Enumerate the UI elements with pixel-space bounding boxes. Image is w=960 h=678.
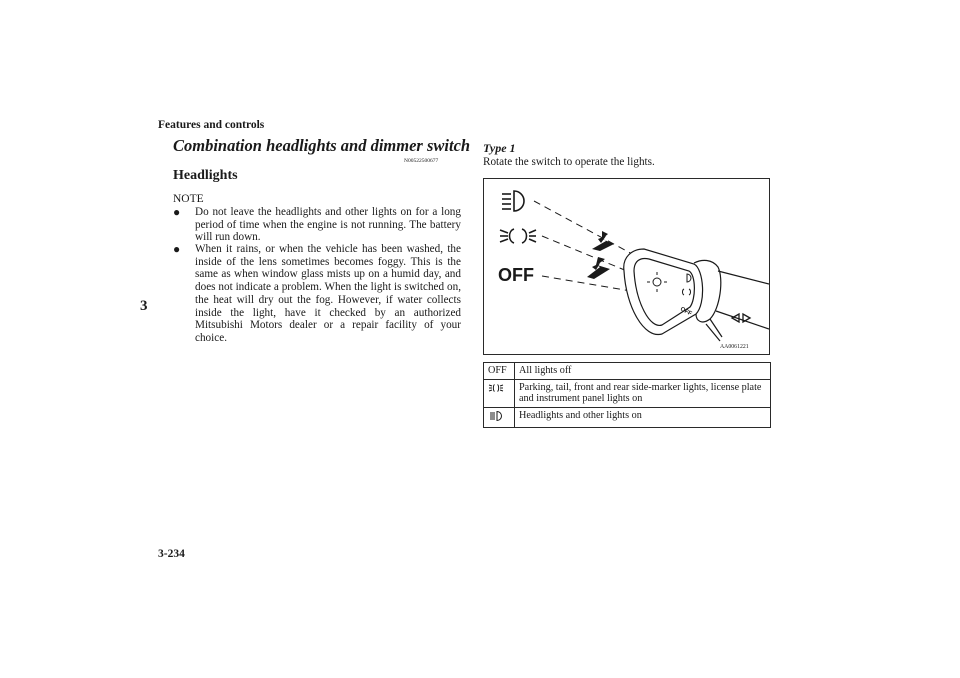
reference-code: N00522500677 bbox=[404, 158, 439, 164]
note-bullet bbox=[173, 206, 461, 244]
position-symbol bbox=[484, 407, 515, 428]
position-description: All lights off bbox=[515, 363, 771, 380]
note-bullet bbox=[173, 243, 461, 345]
position-symbol: OFF bbox=[484, 363, 515, 380]
note-label: NOTE bbox=[173, 193, 204, 205]
subheading: Headlights bbox=[173, 168, 238, 183]
headlight-icon bbox=[502, 191, 524, 211]
position-description: Headlights and other lights on bbox=[515, 407, 771, 428]
bullet-icon: ● bbox=[173, 242, 181, 256]
type-heading: Type 1 bbox=[483, 141, 516, 155]
bullet-text: Do not leave the headlights and other lights on for a long period of time when the engine is not running. The battery will run down. bbox=[195, 206, 461, 244]
table-row bbox=[484, 407, 771, 428]
table-row bbox=[484, 363, 771, 380]
off-label: OFF bbox=[498, 265, 534, 285]
table-row bbox=[484, 379, 771, 407]
chapter-tab: 3 bbox=[140, 298, 148, 314]
position-description: Parking, tail, front and rear side-marker lights, license plate and instrument panel lights on bbox=[515, 379, 771, 407]
switch-stalk bbox=[624, 249, 769, 341]
stalk-off-mark: OFF bbox=[679, 306, 693, 318]
page-number: 3-234 bbox=[158, 548, 185, 560]
position-guide-lines bbox=[534, 201, 636, 291]
page-title: Combination headlights and dimmer switch bbox=[173, 136, 471, 155]
stalk-drawing bbox=[484, 179, 769, 354]
switch-illustration bbox=[483, 178, 770, 355]
parking-light-icon bbox=[500, 229, 536, 243]
section-header: Features and controls bbox=[158, 119, 265, 131]
bullet-icon: ● bbox=[173, 205, 181, 219]
light-positions-table bbox=[483, 362, 771, 428]
bullet-text: When it rains, or when the vehicle has been washed, the inside of the lens sometimes becomes foggy. This is the same as when window glass mists up on a humid day, and does not indicate a problem. When the light is switched on, the heat will dry out the fog. However, if water collects inside the light, have it checked by an authorized Mitsubishi Motors dealer or a repair facility of your choice. bbox=[195, 243, 461, 344]
parking-light-icon bbox=[488, 382, 504, 394]
headlight-icon bbox=[488, 410, 504, 422]
instruction-text: Rotate the switch to operate the lights. bbox=[483, 156, 655, 168]
rotate-arrows bbox=[587, 231, 614, 279]
position-symbol bbox=[484, 379, 515, 407]
turn-signal-icon bbox=[732, 314, 750, 322]
figure-code: AA0061221 bbox=[720, 344, 749, 350]
